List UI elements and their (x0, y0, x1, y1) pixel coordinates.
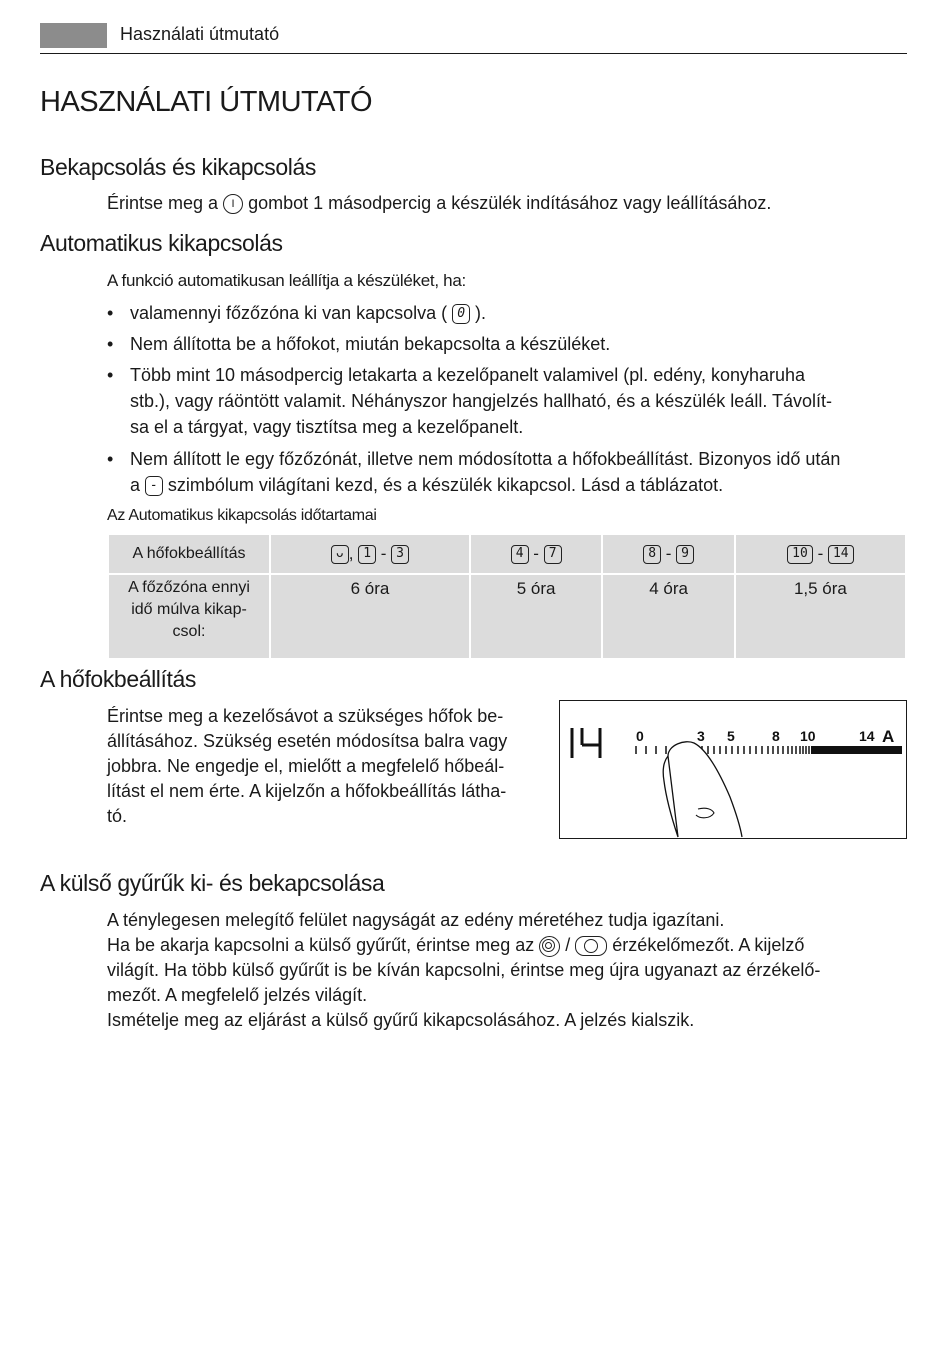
scale-solid-bar (811, 746, 902, 754)
display-digits (572, 728, 600, 758)
section-title-rings: A külső gyűrűk ki- és bekapcsolása (40, 870, 385, 896)
auto-off-table (107, 535, 907, 658)
display-value: 14 (560, 701, 562, 702)
table-header-label: A hőfokbeállítás (109, 535, 269, 573)
control-panel-illustration (559, 700, 907, 839)
level-cell-4: 10 - 14 (736, 535, 905, 573)
scale-ticks (636, 746, 809, 754)
finger-icon (663, 742, 742, 837)
level-cell-2: 4 - 7 (471, 535, 601, 573)
section-title-auto: Automatikus kikapcsolás (40, 230, 283, 256)
onoff-text-after: gombot 1 másodpercig a készülék indításához vagy leállításához. (248, 193, 772, 213)
time-cell-2: 5 óra (471, 573, 601, 658)
auto-subtitle: A funkció automatikusan leállítja a készüléket, ha: (107, 271, 466, 290)
scale-label-14: 14 (859, 728, 875, 744)
scale-label-8: 8 (772, 728, 780, 744)
header-rule (40, 53, 907, 54)
time-cell-3: 4 óra (603, 573, 733, 658)
section-title-onoff: Bekapcsolás és kikapcsolás (40, 154, 316, 180)
onoff-paragraph (107, 191, 771, 216)
power-icon: I (223, 194, 243, 214)
header-bar (40, 23, 107, 48)
bullet-1-before: valamennyi főzőzóna ki van kapcsolva ( (130, 303, 448, 323)
section-title-heat: A hőfokbeállítás (40, 666, 196, 692)
time-cell-4: 1,5 óra (736, 573, 905, 658)
header-title: Használati útmutató (120, 24, 280, 44)
level-cell-1: ᴗ , 1 - 3 (271, 535, 469, 573)
page-title: HASZNÁLATI ÚTMUTATÓ (40, 86, 373, 118)
scale-label-10: 10 (800, 728, 816, 744)
slider-illustration (560, 701, 906, 838)
bullet-1-after: ). (475, 303, 487, 323)
scale-label-0: 0 (636, 728, 644, 744)
scale-label-5: 5 (727, 728, 735, 744)
rings-paragraph: A ténylegesen melegítő felület nagyságát az edény méretéhez tudja igazítani. Ha be akarja kapcsolni a külső gyűrűt, érintse meg az / érzékelőmezőt. A kijelző világít. Ha több külső gyűrűt is be kíván kapcsolni, érintse meg újra ugyanazt az érzékelő- mezőt. A megfelelő jelzés világít. Ismételje meg az eljárást a külső gyűrű kikapcsolásához. A jelzés kialszik. (107, 910, 821, 1030)
zero-symbol-icon: 0 (452, 304, 470, 324)
heat-paragraph: Érintse meg a kezelősávot a szükséges hőfok be- állításához. Szükség esetén módosítsa balra vagy jobbra. Ne engedje el, mielőtt a megfelelő hőbeál- lítást el nem érte. A kijelzőn a hőfokbeállítás látha- tó. (107, 706, 508, 826)
time-cell-1: 6 óra (271, 573, 469, 658)
onoff-text-before: Érintse meg a (107, 193, 219, 213)
minus-symbol-icon: - (145, 476, 163, 496)
scale-label-A: A (882, 727, 895, 746)
double-ring-icon (539, 936, 560, 957)
oval-ring-icon (575, 936, 607, 956)
scale-label-3: 3 (697, 728, 705, 744)
level-cell-3: 8 - 9 (603, 535, 733, 573)
table-row-label: A főzőzóna ennyi idő múlva kikap-csol: (109, 573, 269, 658)
table-title: Az Automatikus kikapcsolás időtartamai (107, 507, 377, 524)
